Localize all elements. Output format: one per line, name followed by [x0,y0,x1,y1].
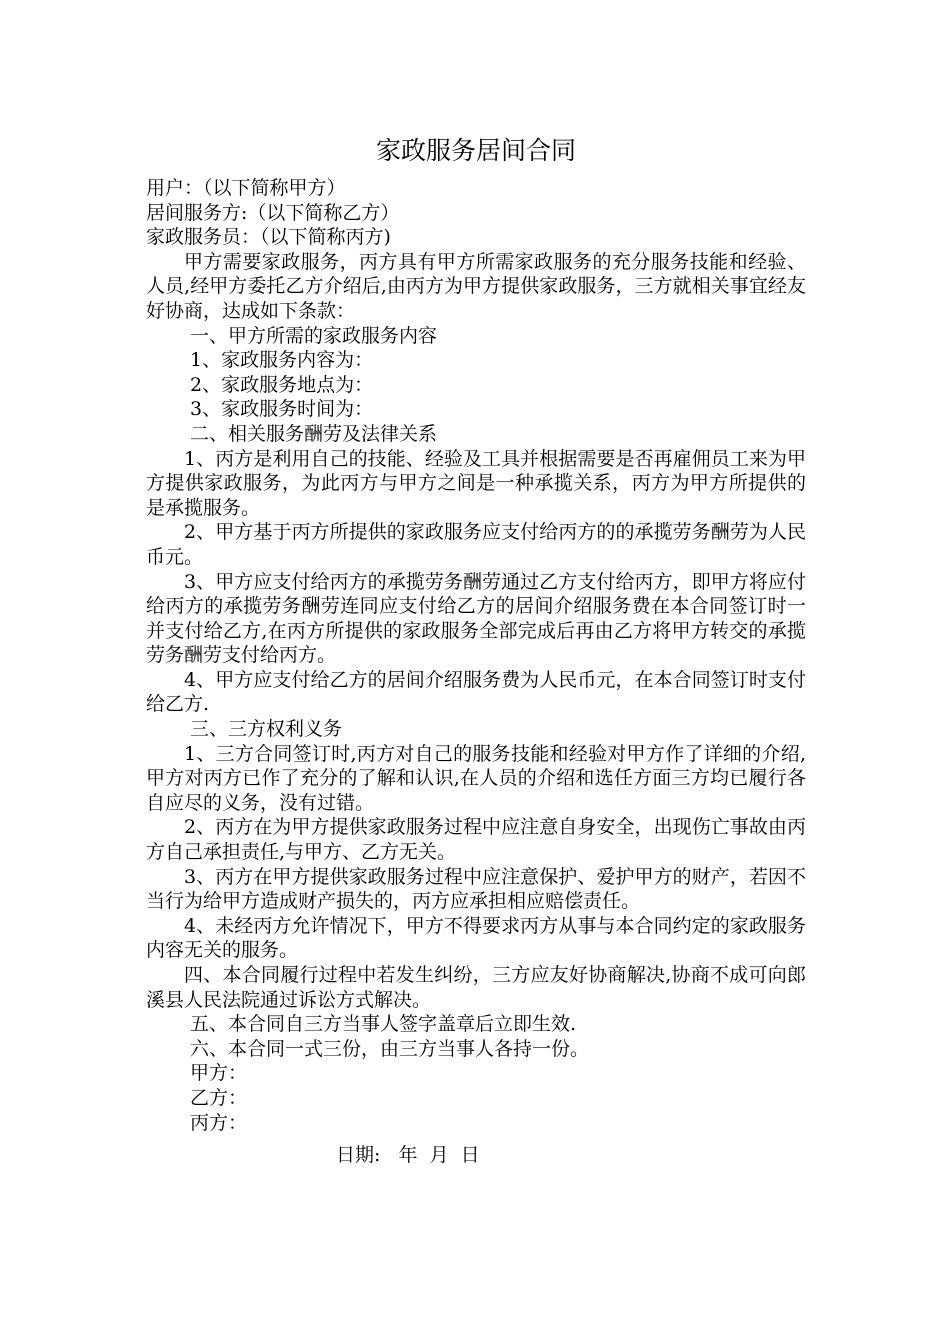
party-user: 用户：（以下简称甲方） [146,177,346,199]
signature-party-a: 甲方： [190,1062,248,1085]
section2-paragraph-1: 1、丙方是利用自己的技能、经验及工具并根据需要是否再雇佣员工来为甲方提供家政服务，为此丙方与甲方之间是一种承揽关系，丙方为甲方所提供的是承揽服务。 [146,447,806,519]
party-service-worker: 家政服务员：（以下简称丙方) [146,226,391,249]
signature-party-c: 丙方： [190,1111,248,1134]
signature-party-b: 乙方： [190,1086,248,1109]
date-line: 日期: 年 月 日 [336,1144,480,1167]
section3-paragraph-1: 1、三方合同签订时,丙方对自己的服务技能和经验对甲方作了详细的介绍,甲方对丙方已作了充分的了解和认识,在人员的介绍和选任方面三方均已履行各自应尽的义务，没有过错。 [146,742,806,814]
section5-line: 五、本合同自三方当事人签字盖章后立即生效. [190,1013,577,1036]
section3-paragraph-2: 2、丙方在为甲方提供家政服务过程中应注意自身安全，出现伤亡事故由丙方自己承担责任,与甲方、乙方无关。 [146,816,806,864]
section3-heading: 三、三方权利义务 [190,718,343,741]
section3-paragraph-3: 3、丙方在甲方提供家政服务过程中应注意保护、爱护甲方的财产，若因不当行为给甲方造成财产损失的，丙方应承担相应赔偿责任。 [146,865,806,913]
section1-item-time: 3、家政服务时间为： [190,398,374,421]
section2-heading: 二、相关服务酬劳及法律关系 [190,422,438,445]
section1-heading: 一、甲方所需的家政服务内容 [190,324,438,347]
section1-item-location: 2、家政服务地点为： [190,373,374,396]
section4-paragraph: 四、本合同履行过程中若发生纠纷，三方应友好协商解决,协商不成可向郎溪县人民法院通过诉讼方式解决。 [146,964,806,1011]
section2-paragraph-3: 3、甲方应支付给丙方的承揽劳务酬劳通过乙方支付给丙方，即甲方将应付给丙方的承揽劳务酬劳连同应支付给乙方的居间介绍服务费在本合同签订时一并支付给乙方,在丙方所提供的家政服务全部完成后再由乙方将甲方转交的承揽劳务酬劳支付给丙方。 [146,570,806,667]
intro-paragraph: 甲方需要家政服务，丙方具有甲方所需家政服务的充分服务技能和经验、人员,经甲方委托乙方介绍后,由丙方为甲方提供家政服务，三方就相关事宜经友好协商，达成如下条款： [146,250,806,322]
contract-page [146,128,806,1168]
section2-paragraph-2: 2、甲方基于丙方所提供的家政服务应支付给丙方的的承揽劳务酬劳为人民币元。 [146,521,806,568]
party-intermediary: 居间服务方:（以下简称乙方） [146,201,400,224]
section3-paragraph-4: 4、未经丙方允许情况下，甲方不得要求丙方从事与本合同约定的家政服务内容无关的服务。 [146,914,806,962]
section1-item-content: 1、家政服务内容为： [190,349,374,372]
section2-paragraph-4: 4、甲方应支付给乙方的居间介绍服务费为人民币元，在本合同签订时支付给乙方. [146,668,806,716]
document-title: 家政服务居间合同 [375,136,576,165]
section6-line: 六、本合同一式三份，由三方当事人各持一份。 [190,1037,590,1060]
